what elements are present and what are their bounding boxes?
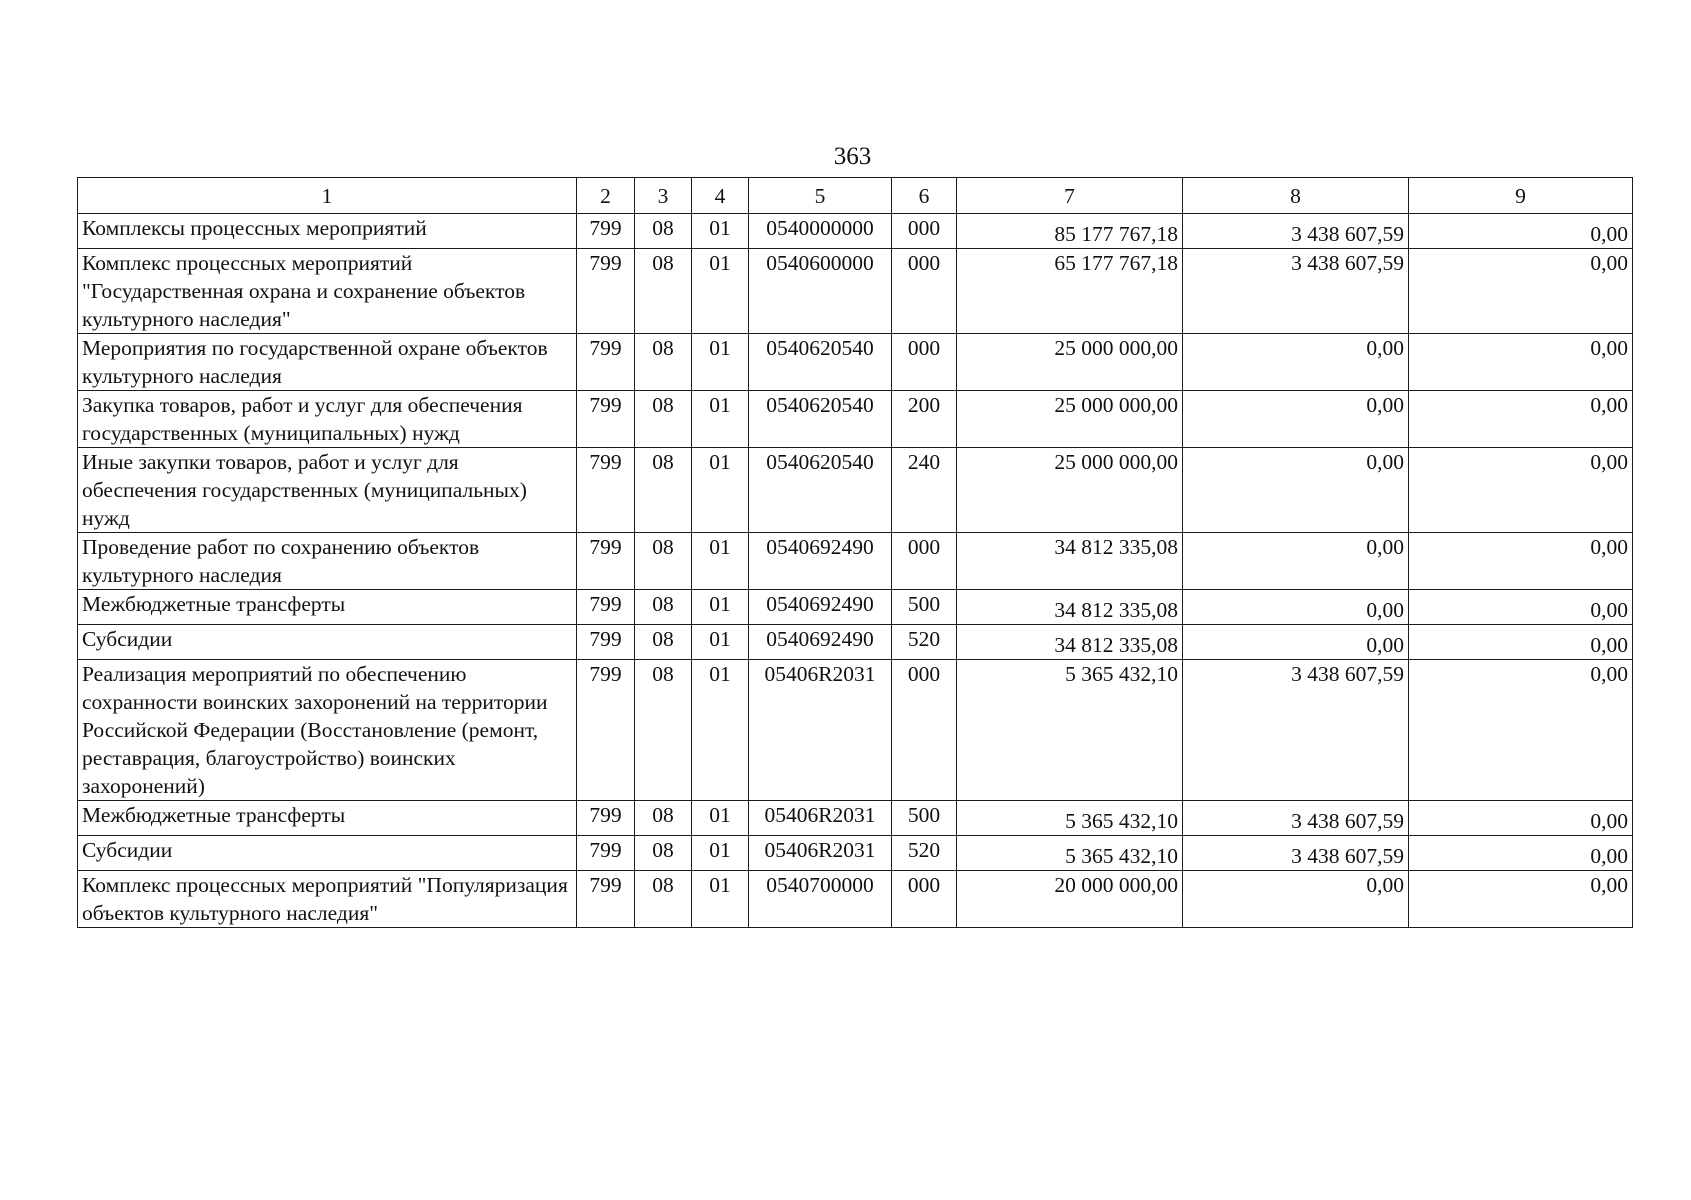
row-code-5: 0540620540: [749, 334, 892, 391]
row-code-3: 08: [635, 871, 692, 928]
row-code-4: 01: [692, 214, 749, 249]
page-number: 363: [833, 143, 872, 170]
row-name: Субсидии: [78, 625, 577, 660]
row-amount-9: 0,00: [1409, 334, 1633, 391]
row-amount-8: 0,00: [1183, 448, 1409, 533]
row-code-3: 08: [635, 836, 692, 871]
column-header: 6: [892, 178, 957, 214]
row-amount-8: 3 438 607,59: [1183, 214, 1409, 249]
row-amount-9: 0,00: [1409, 590, 1633, 625]
row-amount-9: 0,00: [1409, 871, 1633, 928]
table-row: [78, 625, 1633, 660]
row-code-2: 799: [577, 533, 635, 590]
row-name: Межбюджетные трансферты: [78, 801, 577, 836]
row-code-5: 0540692490: [749, 533, 892, 590]
table-row: [78, 391, 1633, 448]
row-amount-8: 0,00: [1183, 533, 1409, 590]
row-code-5: 0540692490: [749, 625, 892, 660]
row-code-5: 0540620540: [749, 448, 892, 533]
row-amount-9: 0,00: [1409, 214, 1633, 249]
column-header: 9: [1409, 178, 1633, 214]
row-name: Иные закупки товаров, работ и услуг для обеспечения государственных (муниципальных) нужд: [78, 448, 577, 533]
row-code-4: 01: [692, 625, 749, 660]
row-code-6: 500: [892, 801, 957, 836]
row-amount-7: 5 365 432,10: [957, 660, 1183, 801]
row-code-3: 08: [635, 214, 692, 249]
row-amount-9: 0,00: [1409, 448, 1633, 533]
row-code-3: 08: [635, 660, 692, 801]
table-row: [78, 334, 1633, 391]
row-amount-8: 3 438 607,59: [1183, 836, 1409, 871]
row-code-4: 01: [692, 334, 749, 391]
row-code-5: 0540692490: [749, 590, 892, 625]
table-row: [78, 836, 1633, 871]
column-header: 8: [1183, 178, 1409, 214]
row-code-4: 01: [692, 836, 749, 871]
row-code-2: 799: [577, 249, 635, 334]
row-amount-8: 3 438 607,59: [1183, 249, 1409, 334]
row-code-3: 08: [635, 533, 692, 590]
row-name: Комплекс процессных мероприятий "Популяризация объектов культурного наследия": [78, 871, 577, 928]
row-code-2: 799: [577, 334, 635, 391]
row-code-2: 799: [577, 801, 635, 836]
row-amount-7: 25 000 000,00: [957, 391, 1183, 448]
row-amount-7: 5 365 432,10: [957, 836, 1183, 871]
row-code-2: 799: [577, 214, 635, 249]
table-row: [78, 214, 1633, 249]
column-header: 1: [78, 178, 577, 214]
row-amount-9: 0,00: [1409, 625, 1633, 660]
row-code-4: 01: [692, 391, 749, 448]
row-amount-8: 0,00: [1183, 590, 1409, 625]
row-amount-7: 20 000 000,00: [957, 871, 1183, 928]
table-row: [78, 448, 1633, 533]
row-code-4: 01: [692, 590, 749, 625]
row-code-6: 520: [892, 836, 957, 871]
row-code-5: 0540700000: [749, 871, 892, 928]
row-code-6: 000: [892, 660, 957, 801]
column-header: 4: [692, 178, 749, 214]
row-code-6: 200: [892, 391, 957, 448]
row-amount-8: 3 438 607,59: [1183, 801, 1409, 836]
column-header: 5: [749, 178, 892, 214]
budget-table: [77, 177, 1633, 928]
row-code-4: 01: [692, 448, 749, 533]
column-header: 2: [577, 178, 635, 214]
row-name: Субсидии: [78, 836, 577, 871]
row-code-3: 08: [635, 801, 692, 836]
row-amount-8: 3 438 607,59: [1183, 660, 1409, 801]
row-code-6: 240: [892, 448, 957, 533]
row-code-3: 08: [635, 249, 692, 334]
row-code-2: 799: [577, 448, 635, 533]
row-amount-7: 34 812 335,08: [957, 625, 1183, 660]
row-code-5: 05406R2031: [749, 660, 892, 801]
row-code-6: 000: [892, 214, 957, 249]
row-amount-7: 34 812 335,08: [957, 533, 1183, 590]
row-code-4: 01: [692, 801, 749, 836]
row-code-2: 799: [577, 391, 635, 448]
row-name: Комплексы процессных мероприятий: [78, 214, 577, 249]
row-name: Закупка товаров, работ и услуг для обеспечения государственных (муниципальных) нужд: [78, 391, 577, 448]
table-row: [78, 871, 1633, 928]
row-name: Реализация мероприятий по обеспечению сохранности воинских захоронений на территории Российской Федерации (Восстановление (ремонт, реставрация, благоустройство) воинских захоронений): [78, 660, 577, 801]
row-amount-9: 0,00: [1409, 249, 1633, 334]
row-code-2: 799: [577, 660, 635, 801]
row-code-4: 01: [692, 660, 749, 801]
row-amount-9: 0,00: [1409, 836, 1633, 871]
row-code-2: 799: [577, 836, 635, 871]
row-name: Комплекс процессных мероприятий "Государственная охрана и сохранение объектов культурного наследия": [78, 249, 577, 334]
row-code-6: 000: [892, 871, 957, 928]
row-code-4: 01: [692, 249, 749, 334]
row-code-5: 0540000000: [749, 214, 892, 249]
row-code-3: 08: [635, 391, 692, 448]
row-amount-7: 34 812 335,08: [957, 590, 1183, 625]
row-code-2: 799: [577, 871, 635, 928]
row-amount-9: 0,00: [1409, 660, 1633, 801]
row-amount-7: 25 000 000,00: [957, 334, 1183, 391]
row-code-6: 520: [892, 625, 957, 660]
row-code-5: 0540600000: [749, 249, 892, 334]
row-code-6: 000: [892, 533, 957, 590]
row-code-2: 799: [577, 625, 635, 660]
row-amount-7: 25 000 000,00: [957, 448, 1183, 533]
table-row: [78, 660, 1633, 801]
table-row: [78, 533, 1633, 590]
row-code-3: 08: [635, 625, 692, 660]
row-code-3: 08: [635, 334, 692, 391]
column-header: 7: [957, 178, 1183, 214]
row-code-3: 08: [635, 448, 692, 533]
row-code-5: 05406R2031: [749, 801, 892, 836]
row-code-6: 000: [892, 249, 957, 334]
row-name: Проведение работ по сохранению объектов культурного наследия: [78, 533, 577, 590]
row-amount-7: 5 365 432,10: [957, 801, 1183, 836]
row-amount-7: 85 177 767,18: [957, 214, 1183, 249]
row-name: Мероприятия по государственной охране объектов культурного наследия: [78, 334, 577, 391]
row-code-6: 000: [892, 334, 957, 391]
row-code-2: 799: [577, 590, 635, 625]
row-code-6: 500: [892, 590, 957, 625]
row-name: Межбюджетные трансферты: [78, 590, 577, 625]
row-code-4: 01: [692, 871, 749, 928]
row-code-5: 0540620540: [749, 391, 892, 448]
row-amount-9: 0,00: [1409, 801, 1633, 836]
row-code-5: 05406R2031: [749, 836, 892, 871]
row-code-4: 01: [692, 533, 749, 590]
table-row: [78, 249, 1633, 334]
row-amount-8: 0,00: [1183, 625, 1409, 660]
column-header: 3: [635, 178, 692, 214]
row-amount-7: 65 177 767,18: [957, 249, 1183, 334]
table-row: [78, 590, 1633, 625]
row-code-3: 08: [635, 590, 692, 625]
row-amount-9: 0,00: [1409, 391, 1633, 448]
row-amount-9: 0,00: [1409, 533, 1633, 590]
row-amount-8: 0,00: [1183, 871, 1409, 928]
table-header-row: [78, 178, 1633, 214]
row-amount-8: 0,00: [1183, 334, 1409, 391]
row-amount-8: 0,00: [1183, 391, 1409, 448]
table-row: [78, 801, 1633, 836]
